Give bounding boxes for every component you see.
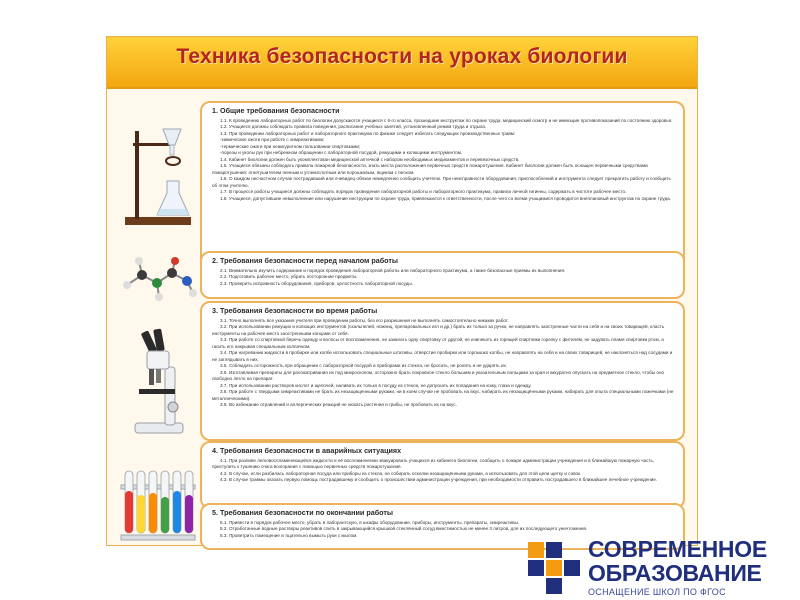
brand-name-line2: ОБРАЗОВАНИЕ: [588, 560, 762, 586]
rule-line: 1.6. О каждом несчастном случае пострадавший или очевидец обязан немедленно сообщить учителю. При неисправности оборудования, приспособлений и инструмента следует прекратить работу и сообщить об этом учителю.: [212, 176, 671, 188]
rule-line: 4.3. В случае травмы оказать первую помощь пострадавшему и сообщить о происшествии администрации учреждения, при необходимости отправить пострадавшего в ближайшее лечебное учреждение.: [220, 477, 658, 483]
rule-line: 1.5. Учащиеся обязаны соблюдать правила пожарной безопасности, знать места расположения первичных средств пожаротушения. Кабинет биологии должен быть оснащен первичными средствами пожаротушения: огнетушителем пенным и углекислотным или порошковым, ящиком с песком.: [212, 163, 648, 175]
microscope-stage: [139, 389, 175, 394]
rule-line: 5.2. Отработанные водные растворы реактивов слить в закрывающийся крышкой стеклянный сосуд вместимостью не менее 3 литров, для их последующего уничтожения.: [220, 526, 588, 532]
lab-stand-illustration: [119, 121, 199, 231]
section-heading: 3. Требования безопасности во время работы: [212, 306, 378, 315]
rule-line: -термические ожоги при неаккуратном пользовании спиртовками;: [220, 143, 361, 149]
rule-line: 5.3. Проветрить помещение и тщательно вымыть руки с мылом.: [220, 532, 358, 538]
microscope-arm: [165, 367, 175, 425]
tube-liquid-orange: [149, 493, 157, 533]
test-tubes-illustration: [119, 465, 197, 543]
stand-base: [125, 217, 191, 225]
rule-line: 4.2. В случае, если разбилась лабораторная посуда или приборы из стекла, не собирать осколки незащищёнными руками, а использовать для этой цели щетку и совок.: [220, 470, 582, 476]
microscope-illustration: [127, 327, 191, 435]
title-bar: [107, 37, 697, 89]
rule-line: 1.3. При проведении лабораторных работ и лабораторного практикума по физике следует избегать следующих производственных травм:: [220, 130, 516, 136]
section-body: [212, 268, 675, 288]
section-heading: 1. Общие требования безопасности: [212, 106, 340, 115]
rule-line: -порезы и уколы рук при небрежном обращении с лабораторной посудой, режущими и колющими инструментом.: [220, 150, 463, 156]
rule-line: 3.5. Соблюдать осторожность при обращении с лабораторной посудой и приборами из стекла, не бросать, не ронять и не ударять их.: [220, 363, 508, 369]
brand-name-line1: СОВРЕМЕННОЕ: [588, 536, 767, 562]
section-before-work: [200, 251, 685, 299]
microscope-base: [135, 423, 183, 433]
rule-line: -химические ожоги при работе с химреактивами;: [220, 137, 325, 143]
rule-line: 1.2. Учащиеся должны соблюдать правила поведения, расписание учебных занятий, установленный режим труда и отдыха.: [220, 124, 487, 130]
poster-board: [106, 36, 698, 546]
rule-line: 3.9. Во избежание отравлений и аллергических реакций не нюхать растения и грибы, не пробовать их на вкус.: [220, 402, 457, 408]
section-body: [212, 318, 675, 409]
molecule-illustration: [117, 255, 199, 305]
rule-line: 3.3. При работе со спиртовкой беречь одежду и волосы от воспламенения, не зажигать одну спиртовку от другой, не извлекать из горящей спиртовки горелку с фитилём, не задувать пламя спиртовки ртом, а гасить его накрывая специальным колпачком.: [212, 337, 664, 349]
section-heading: 4. Требования безопасности в аварийных ситуациях: [212, 446, 402, 455]
section-body: [212, 118, 675, 203]
atom-carbon: [167, 268, 177, 278]
focus-knob: [168, 402, 178, 412]
rule-line: 3.1. Точно выполнять все указания учителя при проведении работы, без его разрешения не выполнять самостоятельно никаких работ.: [220, 317, 509, 323]
atom-oxygen: [171, 257, 179, 265]
atom-hydrogen: [155, 293, 163, 301]
section-during-work: [200, 301, 685, 441]
rule-line: 2.2. Подготовить рабочее место, убрать посторонние предметы.: [220, 274, 358, 280]
rule-line: 1.1. К проведению лабораторных работ по биологии допускаются учащиеся с 6-го класса, прошедшие инструктаж по охране труда, медицинский осмотр и не имеющие противопоказаний по состоянию здоровья.: [220, 117, 673, 123]
atom-carbon: [137, 270, 147, 280]
section-body: [212, 458, 675, 484]
brand-logo-icon: [524, 538, 584, 598]
section-heading: 5. Требования безопасности по окончании работы: [212, 508, 394, 517]
rack-base: [121, 535, 195, 540]
atom-green: [152, 278, 162, 288]
section-heading: 2. Требования безопасности перед началом работы: [212, 256, 399, 265]
tube-liquid-green: [161, 497, 169, 533]
rule-line: 1.4. Кабинет биологии должен быть укомплектован медицинской аптечкой с набором необходимых медикаментов и перевязочных средств.: [220, 156, 520, 162]
tube-liquid-blue: [173, 491, 181, 533]
rule-line: 3.4. При нагревании жидкости в пробирке или колбе использовать специальные штативы, отверстие пробирки или горлышко колбы, не направлять на себя и на своих товарищей, не наклоняться над сосудами и не заглядывать в них.: [212, 350, 673, 362]
rule-line: 2.3. Проверить исправность оборудования, приборов, целостность лабораторной посуды.: [220, 280, 413, 286]
rule-line: 3.8. При работе с твердыми химреактивами не брать их незащищенными руками, ни в коем случае не пробовать на вкус, набирать их незащищёнными руками, набирать для опыта специальными ложечками (не металлическими).: [212, 389, 674, 401]
objective-lens: [149, 369, 154, 385]
rule-line: 1.7. В процессе работы учащиеся должны соблюдать порядок проведения лабораторной работы и лабораторного практикума, правила личной гигиены, содержать в чистоте рабочее место.: [220, 189, 627, 195]
atom-hydrogen: [123, 281, 131, 289]
poster-title: Техника безопасности на уроках биологии: [176, 45, 628, 68]
rule-line: 2.1. Внимательно изучить содержание и порядок проведения лабораторной работы или лабораторного практикума, а также безопасные приемы их выполнения.: [220, 267, 566, 273]
atom-hydrogen: [189, 289, 197, 297]
stand-clamp: [133, 143, 171, 146]
funnel-icon: [163, 129, 181, 145]
section-emergency: [200, 441, 685, 509]
rule-line: 3.7. При использовании растворов кислот и щелочей, наливать их только в посуду из стекла, не допускать их попадания на кожу, глаза и одежду.: [220, 382, 532, 388]
atom-nitrogen: [182, 276, 192, 286]
brand-tagline: ОСНАЩЕНИЕ ШКОЛ ПО ФГОС: [588, 587, 726, 597]
rule-line: 1.8. Учащиеся, допустившие невыполнение или нарушение инструкции по охране труда, привлекаются к ответственности, после чего со всеми учащимися проводится внеплановый инструктаж по охране труда.: [220, 195, 672, 201]
brand-watermark: [524, 530, 800, 600]
rule-line: 5.1. Привести в порядок рабочее место, убрать в лаборантскую, в шкафы оборудование, приборы, инструменты, препараты, химреактивы.: [220, 519, 520, 525]
tube-liquid-purple: [185, 495, 193, 533]
rule-line: 3.6. Изготавливая препараты для рассматривания их под микроскопом, осторожно брать покровное стекло большим и указательным пальцами за края и аккуратно опускать на предметное стекло, чтобы оно свободно легло на препарат.: [212, 369, 665, 382]
rule-line: 3.2. При использовании режущих и колющих инструментов (скальпелей, ножниц, препаровальных игл и др.) брать их только за ручки, не направлять заостренные части на себя и на своих товарищей, класть инструменты на рабочее место заостренными концами от себя.: [212, 324, 665, 336]
rule-line: 4.1. При разливе легковоспламеняющейся жидкости и её воспламенении эвакуировать учащихся из кабинета биологии, сообщить о пожаре администрации учреждения и в ближайшую пожарную часть, приступить к тушению очага возгорания с помощью первичных средств пожаротушения.: [212, 457, 655, 470]
tube-liquid-red: [125, 491, 133, 533]
atom-hydrogen: [135, 257, 143, 265]
tube-liquid-yellow: [137, 495, 145, 533]
